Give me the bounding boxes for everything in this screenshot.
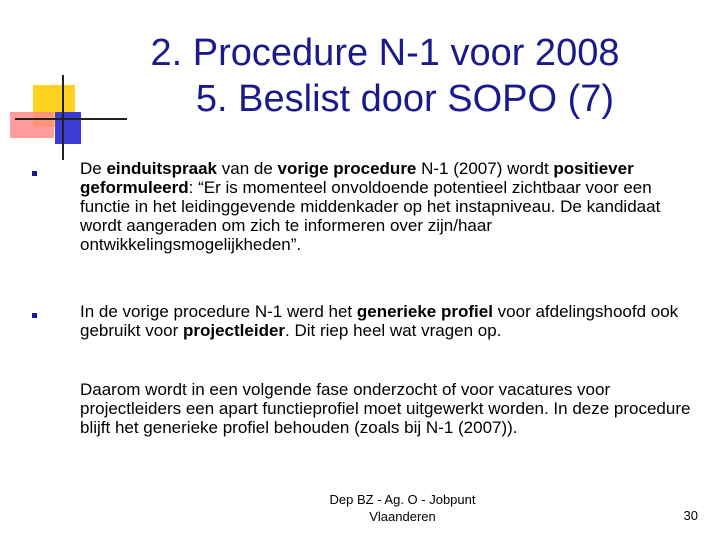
bold-text: generieke profiel [356,302,493,321]
page-number: 30 [683,508,698,523]
title-line-1: 2. Procedure N-1 voor 2008 [150,32,620,74]
footer-line-2: Vlaanderen [369,509,436,524]
footer-line-1: Dep BZ - Ag. O - Jobpunt [329,492,476,507]
bullet-marker [32,313,37,318]
footer-text [300,491,505,525]
bullet-paragraph-1 [80,159,695,254]
text: van de [217,159,278,178]
bold-text: vorige procedure [277,159,417,178]
decorative-blue-square [55,112,81,144]
paragraph-3: Daarom wordt in een volgende fase onderzocht of voor vacatures voor projectleiders een apart functieprofiel moet uitgewerkt worden. In deze procedure blijft het generieke profiel behouden (zoals bij N-1 (2007)). [80,380,691,437]
text: : “Er is momenteel onvoldoende potentieel zichtbaar voor een functie in het leidinggevende middenkader op het instapniveau. De kandidaat wordt aangeraden om zich te informeren over zijn/haar ontwikkelingsmogelijkheden”. [80,178,661,254]
text: . Dit riep heel wat vragen op. [285,321,502,340]
bold-text: positiever geformuleerd [80,159,634,197]
title-line-2: 5. Beslist door SOPO (7) [195,78,615,120]
decorative-red-square [10,112,54,138]
bold-text: projectleider [183,321,286,340]
bold-text: einduitspraak [106,159,218,178]
text: In de vorige procedure N-1 werd het [80,302,357,321]
bullet-paragraph-2 [80,302,695,340]
text: De [80,159,107,178]
text: N-1 (2007) wordt [416,159,554,178]
bullet-marker [32,171,37,176]
slide-title [95,30,675,122]
text: voor afdelingshoofd ook gebruikt voor [80,302,679,340]
